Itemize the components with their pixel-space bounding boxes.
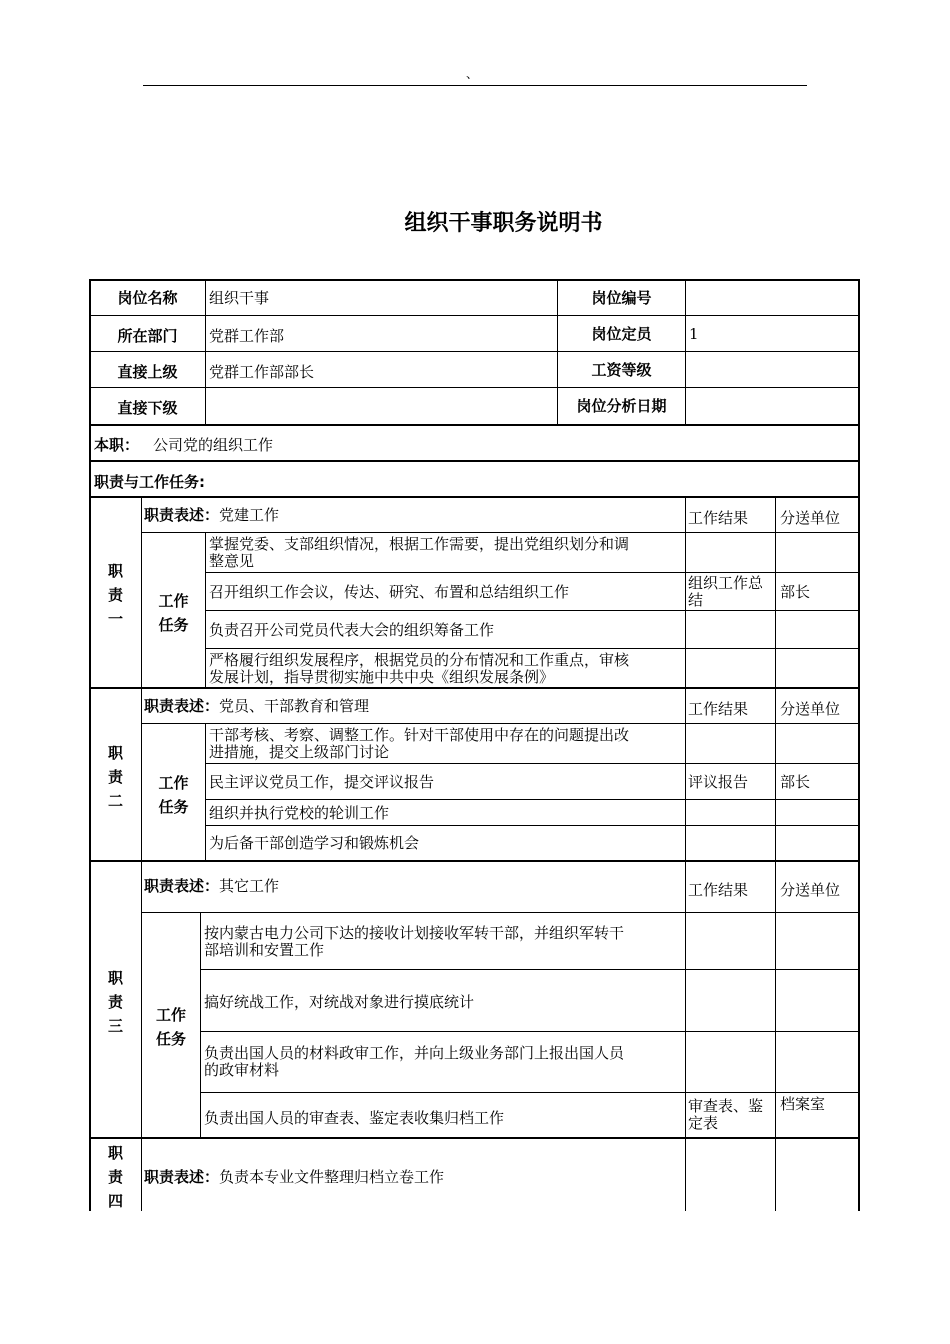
- duty1-task-2: 召开组织工作会议，传达、研究、布置和总结组织工作: [209, 583, 570, 601]
- duty4-right-border: [858, 1137, 860, 1211]
- duty2-task-row-divider: [205, 763, 859, 764]
- duty2-side-label-3: 二: [107, 792, 123, 810]
- duty3-side-label-3: 三: [107, 1017, 123, 1035]
- duty4-side-label-2: 责: [107, 1168, 123, 1186]
- duty4-side-divider: [141, 1138, 142, 1211]
- duty2-task-row-divider: [205, 825, 859, 826]
- duty2-task-label-2: 任务: [158, 798, 189, 816]
- duty1-dest-header: 分送单位: [780, 509, 841, 527]
- duty2-task-label-1: 工作: [158, 774, 189, 792]
- duty2-desc-divider: [141, 723, 859, 724]
- duty3-side-label-1: 职: [107, 969, 123, 987]
- duty1-dest-divider: [775, 497, 776, 688]
- subordinate-label: 直接下级: [117, 399, 178, 417]
- duty2-dest-header: 分送单位: [780, 700, 841, 718]
- desc-value: 党建工作: [219, 506, 280, 524]
- duty4-side-label-1: 职: [107, 1144, 123, 1162]
- duty3-task-3: 负责出国人员的材料政审工作，并向上级业务部门上报出国人员 的政审材料: [204, 1044, 625, 1079]
- superior-value: 党群工作部部长: [209, 363, 315, 381]
- duty3-task-row-divider: [200, 1092, 859, 1093]
- desc-value: 负责本专业文件整理归档立卷工作: [219, 1168, 445, 1186]
- duty3-dest-header: 分送单位: [780, 881, 841, 899]
- duty2-dest-divider: [775, 688, 776, 861]
- duty1-result-divider: [685, 497, 686, 688]
- department-label: 所在部门: [117, 327, 178, 345]
- superior-label: 直接上级: [117, 363, 178, 381]
- duty1-task-4: 严格履行组织发展程序，根据党员的分布情况和工作重点，审核 发展计划，指导贯彻实施中共中央《组织发展条例》: [209, 651, 630, 686]
- desc-label: 职责表述：: [144, 1168, 220, 1186]
- duty2-task-2-result: 评议报告: [688, 773, 749, 791]
- duty1-desc: [144, 507, 279, 524]
- duty3-task-4: 负责出国人员的审查表、鉴定表收集归档工作: [204, 1109, 505, 1127]
- duty1-task-label-2: 任务: [158, 616, 189, 634]
- duty4-result-divider: [685, 1138, 686, 1211]
- desc-value: 其它工作: [219, 877, 280, 895]
- duty3-task-label-2: 任务: [155, 1030, 186, 1048]
- headcount-label: 岗位定员: [591, 325, 652, 343]
- header-mark: 、: [466, 67, 479, 81]
- duty2-task-1: 干部考核、考察、调整工作。针对干部使用中存在的问题提出改 进措施，提交上级部门讨论: [209, 726, 630, 761]
- department-value: 党群工作部: [209, 327, 285, 345]
- duty2-result-header: 工作结果: [688, 700, 749, 718]
- duty2-side-label-2: 责: [107, 768, 123, 786]
- analysis-date-label: 岗位分析日期: [576, 397, 667, 415]
- duty1-side-label-3: 一: [107, 610, 123, 628]
- duty1-task-3: 负责召开公司党员代表大会的组织筹备工作: [209, 621, 495, 639]
- desc-label: 职责表述：: [144, 877, 220, 895]
- duties-header: 职责与工作任务:: [94, 473, 205, 491]
- duty3-task-label-1: 工作: [155, 1006, 186, 1024]
- duty1-task-2-result: 组织工作总 结: [688, 574, 764, 609]
- duty3-task-4-result: 审查表、鉴 定表: [688, 1097, 764, 1132]
- desc-value: 党员、干部教育和管理: [219, 697, 370, 715]
- duty2-desc: [144, 698, 369, 715]
- duty3-result-divider: [685, 861, 686, 1138]
- duty3-task-row-divider: [200, 969, 859, 970]
- duty3-desc-divider: [141, 912, 859, 913]
- page-title: 组织干事职务说明书: [404, 211, 603, 236]
- duty3-result-header: 工作结果: [688, 881, 749, 899]
- duty1-task-2-dest: 部长: [780, 583, 811, 601]
- duty1-task-row-divider: [205, 572, 859, 573]
- duty4-top-border: [89, 1137, 860, 1139]
- duty2-task-2-dest: 部长: [780, 773, 811, 791]
- desc-label: 职责表述：: [144, 506, 220, 524]
- duty2-task-4: 为后备干部创造学习和锻炼机会: [209, 834, 420, 852]
- salary-grade-label: 工资等级: [591, 361, 652, 379]
- desc-label: 职责表述：: [144, 697, 220, 715]
- header-rule: [143, 85, 807, 86]
- duty2-task-divider: [205, 723, 206, 861]
- duty2-side-label-1: 职: [107, 744, 123, 762]
- duty1-task-row-divider: [205, 610, 859, 611]
- position-code-label: 岗位编号: [591, 289, 652, 307]
- duty3-side-divider: [141, 861, 142, 1138]
- duty4-side-label-3: 四: [107, 1192, 123, 1210]
- duty1-task-label-1: 工作: [158, 592, 189, 610]
- duty3-task-2: 搞好统战工作，对统战对象进行摸底统计: [204, 993, 475, 1011]
- duty3-task-divider: [200, 912, 201, 1138]
- duty2-task-row-divider: [205, 799, 859, 800]
- duty3-desc: [144, 878, 279, 895]
- duty1-task-row-divider: [205, 648, 859, 649]
- duty2-result-divider: [685, 688, 686, 861]
- duty3-dest-divider: [775, 861, 776, 1138]
- duty2-task-2: 民主评议党员工作，提交评议报告: [209, 773, 435, 791]
- duty3-task-row-divider: [200, 1031, 859, 1032]
- role-value: 公司党的组织工作: [153, 436, 274, 454]
- duty1-result-header: 工作结果: [688, 509, 749, 527]
- duty3-task-4-dest: 档案室: [780, 1095, 826, 1113]
- role-label: 本职：: [94, 436, 140, 454]
- duty1-side-label-1: 职: [107, 562, 123, 580]
- info-col-divider: [685, 280, 686, 425]
- position-name-value: 组织干事: [209, 289, 270, 307]
- duty3-side-label-2: 责: [107, 993, 123, 1011]
- duty2-task-3: 组织并执行党校的轮训工作: [209, 804, 390, 822]
- duty4-desc: [144, 1169, 444, 1186]
- duty1-desc-divider: [141, 532, 859, 533]
- info-col-divider: [205, 280, 206, 425]
- duty1-side-label-2: 责: [107, 586, 123, 604]
- duty3-task-1: 按内蒙古电力公司下达的接收计划接收军转干部，并组织军转干 部培训和安置工作: [204, 924, 625, 959]
- headcount-value: 1: [689, 325, 699, 343]
- duty4-dest-divider: [775, 1138, 776, 1211]
- duty1-task-1: 掌握党委、支部组织情况，根据工作需要，提出党组织划分和调 整意见: [209, 535, 630, 570]
- position-name-label: 岗位名称: [117, 289, 178, 307]
